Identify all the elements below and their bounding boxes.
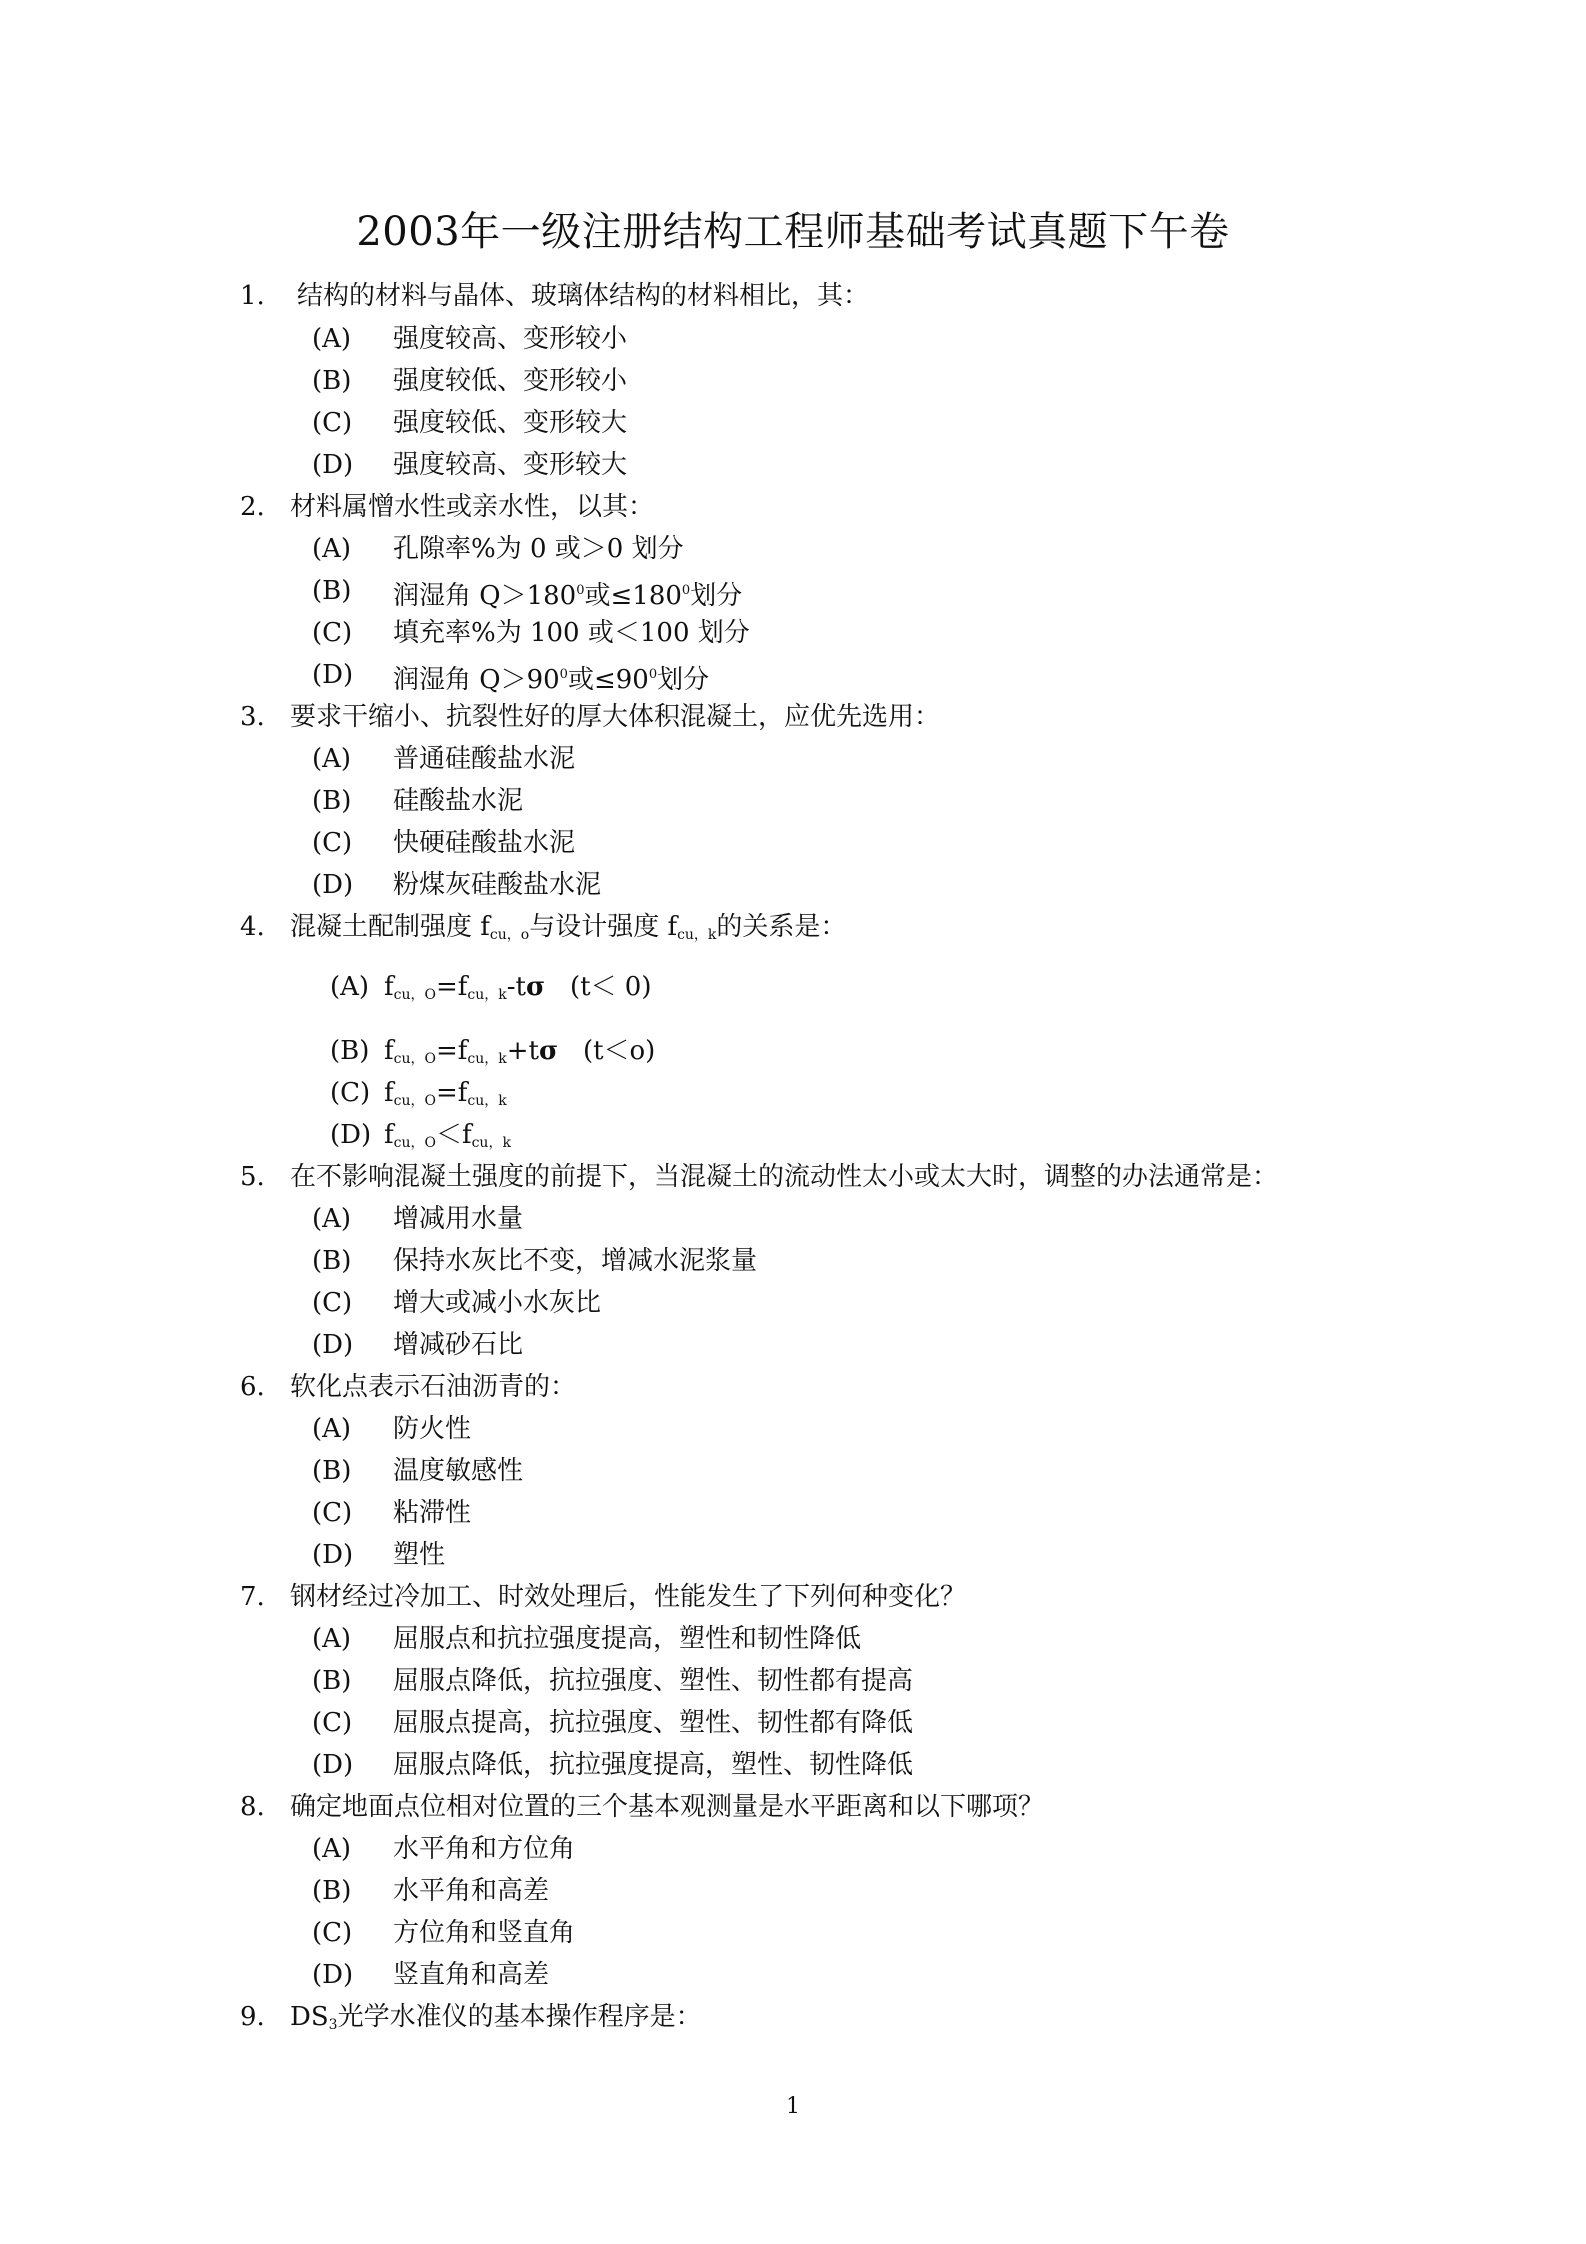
page-title: 2003年一级注册结构工程师基础考试真题下午卷 bbox=[356, 209, 1230, 255]
option-label: (A) bbox=[312, 1414, 352, 1444]
option-label: (A) bbox=[312, 1204, 352, 1234]
option-text: 水平角和方位角 bbox=[393, 1834, 576, 1864]
option-text: 孔隙率%为 0 或＞0 划分 bbox=[393, 534, 684, 564]
option-label: (A) bbox=[330, 972, 370, 1002]
option-label: (C) bbox=[312, 1708, 353, 1738]
option-label: (C) bbox=[312, 618, 353, 648]
option-label: (A) bbox=[312, 1624, 352, 1654]
option-label: (B) bbox=[312, 366, 352, 396]
option-label: (B) bbox=[312, 576, 352, 606]
option-formula: $f_{cu,O}=f_{cu,k}+t\sigma$ (t＜o) bbox=[384, 1036, 656, 1067]
question-number: 9. bbox=[240, 2002, 265, 2032]
option-text: 粉煤灰硅酸盐水泥 bbox=[393, 870, 602, 900]
option-label: (D) bbox=[312, 1540, 354, 1570]
option-text: 快硬硅酸盐水泥 bbox=[393, 828, 576, 858]
option-text: 增大或减小水灰比 bbox=[393, 1288, 602, 1318]
option-label: (C) bbox=[330, 1078, 371, 1108]
option-label: (A) bbox=[312, 744, 352, 774]
option-label: (B) bbox=[312, 1456, 352, 1486]
option-label: (C) bbox=[312, 828, 353, 858]
option-text: 粘滞性 bbox=[393, 1498, 472, 1528]
question-number: 3. bbox=[240, 702, 265, 732]
option-text: 保持水灰比不变，增减水泥浆量 bbox=[393, 1246, 758, 1276]
question-text: 要求干缩小、抗裂性好的厚大体积混凝土，应优先选用： bbox=[290, 702, 941, 732]
question-number: 7. bbox=[240, 1582, 265, 1612]
option-label: (D) bbox=[330, 1120, 372, 1150]
option-formula: $f_{cu,O}<f_{cu,k}$ bbox=[384, 1120, 511, 1151]
option-label: (C) bbox=[312, 1288, 353, 1318]
question-text: 钢材经过冷加工、时效处理后，性能发生了下列何种变化？ bbox=[290, 1582, 967, 1612]
question-number: 8. bbox=[240, 1792, 265, 1822]
option-label: (B) bbox=[312, 1666, 352, 1696]
option-text: 增减用水量 bbox=[393, 1204, 524, 1234]
option-text: 强度较低、变形较小 bbox=[393, 366, 628, 396]
option-text: 强度较高、变形较大 bbox=[393, 450, 628, 480]
option-text: 塑性 bbox=[393, 1540, 446, 1570]
question-text: 确定地面点位相对位置的三个基本观测量是水平距离和以下哪项？ bbox=[290, 1792, 1045, 1822]
option-formula: $f_{cu,O}=f_{cu,k}$ bbox=[384, 1078, 507, 1109]
option-text: 屈服点降低，抗拉强度提高，塑性、韧性降低 bbox=[393, 1750, 914, 1780]
option-text: 强度较高、变形较小 bbox=[393, 324, 628, 354]
option-label: (C) bbox=[312, 1918, 353, 1948]
option-label: (A) bbox=[312, 324, 352, 354]
option-text: 润湿角 $Q>180^0$或$\le 180^0$划分 bbox=[393, 581, 743, 611]
question-text: 软化点表示石油沥青的： bbox=[290, 1372, 577, 1402]
question-text: 在不影响混凝土强度的前提下，当混凝土的流动性太小或太大时，调整的办法通常是： bbox=[290, 1162, 1279, 1192]
option-text: 温度敏感性 bbox=[393, 1456, 524, 1486]
question-number: 6. bbox=[240, 1372, 265, 1402]
option-label: (C) bbox=[312, 1498, 353, 1528]
option-text: 屈服点降低，抗拉强度、塑性、韧性都有提高 bbox=[393, 1666, 914, 1696]
page-number: 1 bbox=[786, 2094, 800, 2119]
option-label: (A) bbox=[312, 534, 352, 564]
question-text: 结构的材料与晶体、玻璃体结构的材料相比，其： bbox=[297, 281, 870, 311]
question-number: 2. bbox=[240, 492, 265, 522]
option-label: (D) bbox=[312, 660, 354, 690]
option-text: 普通硅酸盐水泥 bbox=[393, 744, 576, 774]
option-text: 增减砂石比 bbox=[393, 1330, 524, 1360]
question-text: 材料属憎水性或亲水性，以其： bbox=[290, 492, 655, 522]
option-label: (D) bbox=[312, 1330, 354, 1360]
question-text: $DS_3$光学水准仪的基本操作程序是： bbox=[290, 2002, 702, 2033]
option-text: 屈服点和抗拉强度提高，塑性和韧性降低 bbox=[393, 1624, 862, 1654]
option-label: (B) bbox=[330, 1036, 370, 1066]
question-text: 混凝土配制强度 $f_{cu,o}$与设计强度 $f_{cu,k}$的关系是： bbox=[290, 912, 847, 943]
option-formula: $f_{cu,O}=f_{cu,k}-t\sigma$ (t＜ 0) bbox=[384, 972, 652, 1003]
option-label: (B) bbox=[312, 786, 352, 816]
option-label: (D) bbox=[312, 1750, 354, 1780]
option-label: (C) bbox=[312, 408, 353, 438]
option-text: 方位角和竖直角 bbox=[393, 1918, 576, 1948]
question-number: 5. bbox=[240, 1162, 265, 1192]
option-text: 强度较低、变形较大 bbox=[393, 408, 628, 438]
option-label: (B) bbox=[312, 1876, 352, 1906]
option-label: (D) bbox=[312, 1960, 354, 1990]
question-number: 4. bbox=[240, 912, 265, 942]
option-text: 填充率%为 100 或＜100 划分 bbox=[393, 618, 750, 648]
option-label: (D) bbox=[312, 870, 354, 900]
option-text: 屈服点提高，抗拉强度、塑性、韧性都有降低 bbox=[393, 1708, 914, 1738]
option-text: 防火性 bbox=[393, 1414, 472, 1444]
question-number: 1. bbox=[240, 281, 265, 311]
option-text: 硅酸盐水泥 bbox=[393, 786, 524, 816]
option-label: (B) bbox=[312, 1246, 352, 1276]
option-label: (D) bbox=[312, 450, 354, 480]
option-label: (A) bbox=[312, 1834, 352, 1864]
option-text: 润湿角 $Q>90^0$或$\le 90^0$划分 bbox=[393, 665, 710, 695]
option-text: 水平角和高差 bbox=[393, 1876, 550, 1906]
option-text: 竖直角和高差 bbox=[393, 1960, 550, 1990]
